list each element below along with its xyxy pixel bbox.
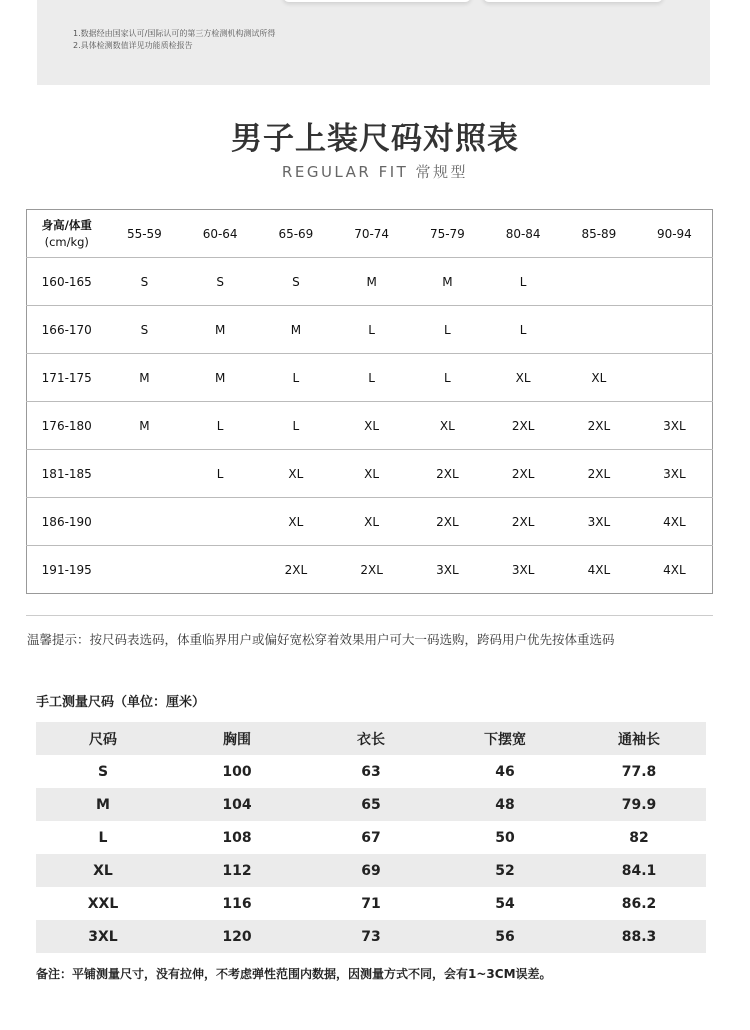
size-cell: XL [334,450,410,498]
size-row [27,450,713,498]
measurement-table [36,722,706,953]
measure-row [36,788,706,821]
measure-cell: L [98,829,108,846]
size-cell: L [334,306,410,354]
measure-cell: XL [36,854,170,887]
note-line: 2.具体检测数值详见功能质检报告 [73,41,193,50]
measure-cell: 52 [438,854,572,887]
measure-row [36,755,706,788]
size-cell: M [182,306,258,354]
size-cell [182,546,258,594]
measure-cell: 71 [361,895,381,912]
measure-cell: 54 [495,895,515,912]
measure-row [36,821,706,854]
measure-cell: 112 [170,854,304,887]
note-line: 1.数据经由国家认可/国际认可的第三方检测机构测试所得 [73,29,276,38]
size-cell: L [410,354,486,402]
size-cell: 4XL [637,546,713,594]
size-cell: 3XL [637,450,713,498]
measure-cell: 48 [438,788,572,821]
divider [26,615,713,616]
height-cell: 176-180 [27,402,107,450]
weight-header: 60-64 [182,210,258,258]
size-row [27,546,713,594]
measure-cell: 56 [438,920,572,953]
weight-header: 75-79 [410,210,486,258]
measure-header-row [36,722,706,755]
measure-cell: 116 [222,895,252,912]
height-cell: 171-175 [27,354,107,402]
size-cell: XL [334,498,410,546]
size-chart-table [26,209,713,594]
size-cell: L [410,306,486,354]
size-cell: M [410,258,486,306]
size-cell [107,498,183,546]
size-cell: S [107,258,183,306]
test-notes [73,28,275,52]
measure-cell: XXL [87,895,119,912]
size-cell: 2XL [485,402,561,450]
measure-cell: 73 [304,920,438,953]
weight-header: 85-89 [561,210,637,258]
measure-row [36,854,706,887]
size-cell [561,258,637,306]
size-row [27,402,713,450]
weight-header: 65-69 [258,210,334,258]
size-header-row [27,210,713,258]
size-cell: XL [258,450,334,498]
measure-cell: 108 [222,829,252,846]
measure-cell: 65 [304,788,438,821]
measure-row [36,887,706,920]
measure-header-cell: 胸围 [170,722,304,755]
measure-header-cell: 下摆宽 [438,722,572,755]
measure-cell: 120 [170,920,304,953]
size-row [27,306,713,354]
banner-pill-left [283,0,471,2]
size-row [27,354,713,402]
size-cell: 4XL [561,546,637,594]
measure-title: 手工测量尺码（单位：厘米） [36,695,206,710]
corner-label: 身高/体重 [41,217,92,232]
size-cell: XL [561,354,637,402]
size-cell: M [334,258,410,306]
size-cell: L [182,402,258,450]
size-cell: 2XL [485,450,561,498]
size-cell: 2XL [485,498,561,546]
size-cell: XL [258,498,334,546]
size-cell [561,306,637,354]
measure-cell: 77.8 [621,763,657,780]
size-cell: L [334,354,410,402]
measure-cell: 104 [170,788,304,821]
size-row [27,258,713,306]
size-cell: S [182,258,258,306]
corner-header [27,210,107,258]
size-cell: S [258,258,334,306]
size-cell [637,306,713,354]
measure-cell: 3XL [36,920,170,953]
size-cell: XL [485,354,561,402]
size-cell [107,450,183,498]
measure-cell: 86.2 [621,895,657,912]
measure-cell: 100 [222,763,252,780]
weight-header: 80-84 [485,210,561,258]
size-cell: 2XL [334,546,410,594]
measure-cell: S [97,763,109,780]
size-cell: 3XL [485,546,561,594]
size-cell: L [258,402,334,450]
measure-cell: 82 [629,829,649,846]
height-cell: 160-165 [27,258,107,306]
top-banner [37,0,710,85]
measurement-remark: 备注：平铺测量尺寸，没有拉伸，不考虑弹性范围内数据，因测量方式不同，会有1~3CM误差。 [36,967,552,981]
measure-header-cell: 通袖长 [572,722,706,755]
height-cell: 181-185 [27,450,107,498]
size-cell: L [485,306,561,354]
size-cell: L [485,258,561,306]
measure-cell: 46 [495,763,515,780]
measure-cell: 50 [495,829,515,846]
weight-header: 90-94 [637,210,713,258]
measure-cell: 67 [361,829,381,846]
measure-cell: 88.3 [572,920,706,953]
size-cell: 2XL [258,546,334,594]
size-cell [107,546,183,594]
size-cell: M [107,402,183,450]
size-cell: 2XL [410,498,486,546]
size-cell: 3XL [410,546,486,594]
size-row [27,498,713,546]
measure-cell: 84.1 [572,854,706,887]
measure-cell: M [36,788,170,821]
size-cell: M [182,354,258,402]
size-cell: S [107,306,183,354]
banner-pill-right [483,0,663,2]
size-cell: 3XL [637,402,713,450]
size-cell: 2XL [561,402,637,450]
size-cell [637,258,713,306]
size-cell: M [258,306,334,354]
size-cell: L [258,354,334,402]
size-cell: 2XL [410,450,486,498]
measure-cell: 79.9 [572,788,706,821]
size-cell: XL [334,402,410,450]
size-cell: 2XL [561,450,637,498]
height-cell: 166-170 [27,306,107,354]
corner-unit: (cm/kg) [44,234,89,249]
measure-header-cell: 衣长 [304,722,438,755]
measure-header-cell: 尺码 [36,722,170,755]
sizing-tip: 温馨提示：按尺码表选码，体重临界用户或偏好宽松穿着效果用户可大一码选购，跨码用户优先按体重选码 [27,632,615,647]
size-cell: 4XL [637,498,713,546]
size-cell: XL [410,402,486,450]
size-cell [182,498,258,546]
measure-cell: 69 [304,854,438,887]
height-cell: 186-190 [27,498,107,546]
size-cell [637,354,713,402]
height-cell: 191-195 [27,546,107,594]
size-cell: M [107,354,183,402]
page-title: 男子上装尺码对照表 [231,121,519,157]
weight-header: 55-59 [107,210,183,258]
size-cell: L [182,450,258,498]
page-subtitle: REGULAR FIT 常规型 [281,163,469,181]
weight-header: 70-74 [334,210,410,258]
measure-row [36,920,706,953]
size-cell: 3XL [561,498,637,546]
measure-cell: 63 [361,763,381,780]
